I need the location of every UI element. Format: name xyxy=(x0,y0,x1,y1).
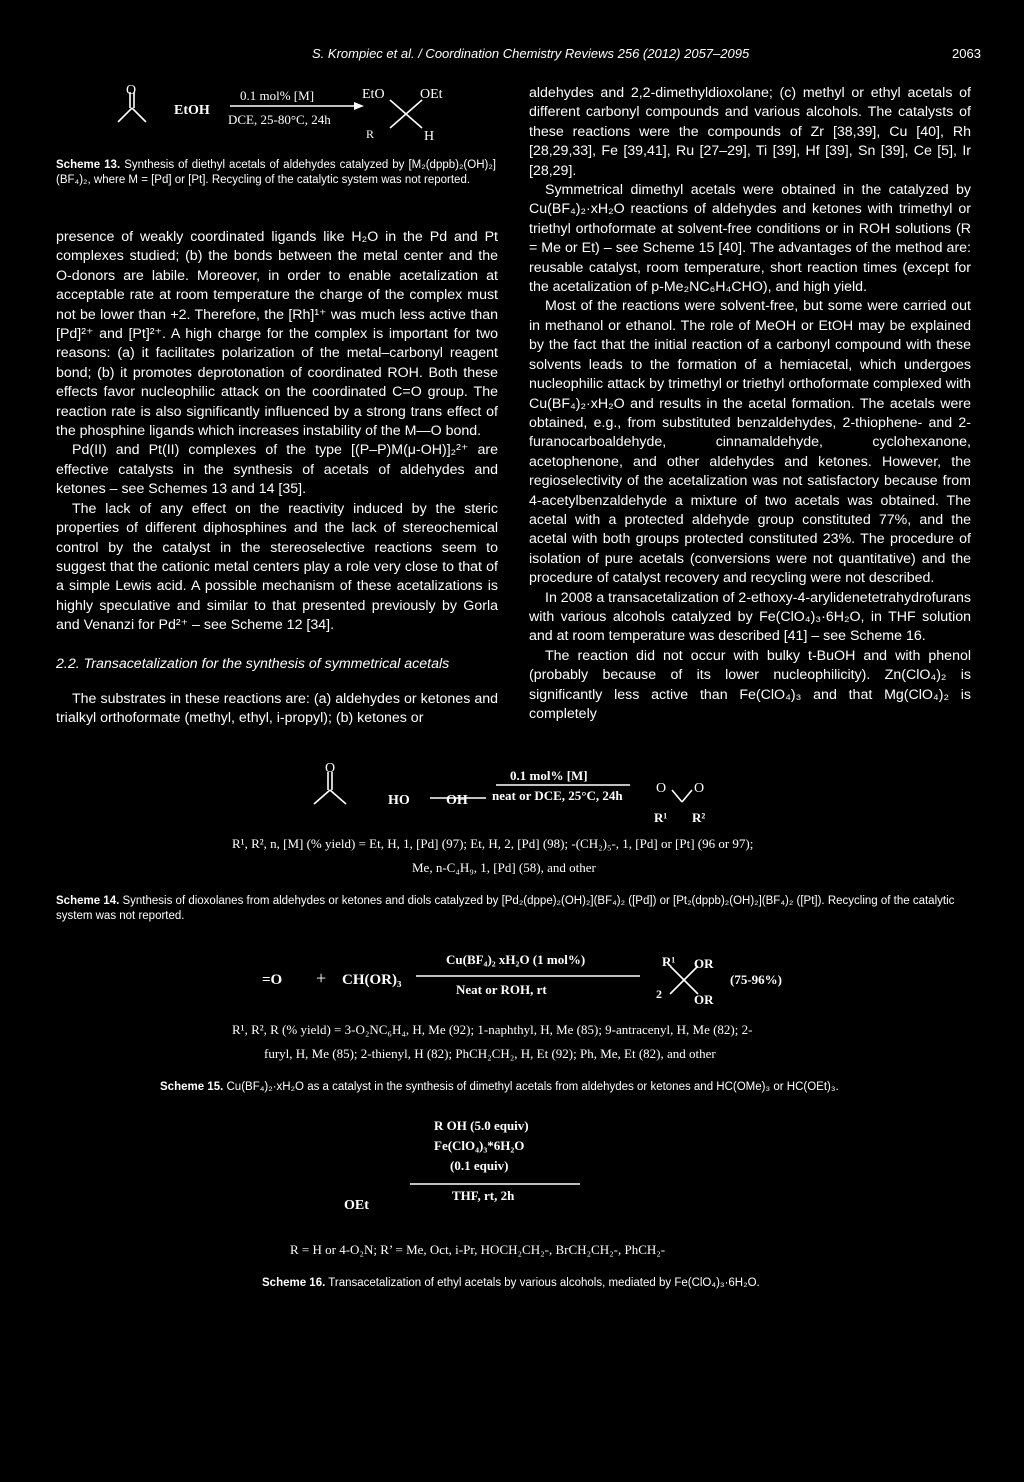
left-para-4: The substrates in these reactions are: (a) aldehydes or ketones and trialkyl orthoformate (methyl, ethyl, i-propyl); (b) ketones or xyxy=(56,691,498,727)
orthoformate: CH(OR)₃ xyxy=(342,972,402,988)
scheme-16-cond-4: THF, rt, 2h xyxy=(452,1188,515,1203)
scheme-14-graphic xyxy=(300,760,760,832)
ethanol-label: EtOH xyxy=(174,103,210,118)
scheme-15-label: Scheme 15. xyxy=(160,1081,224,1093)
scheme-13-label: Scheme 13. xyxy=(56,159,121,171)
scheme-14-label: Scheme 14. xyxy=(56,895,120,907)
scheme-15-caption-text: Cu(BF₄)₂·xH₂O as a catalyst in the synthesis of dimethyl acetals from aldehydes or ketones and HC(OMe)₃ or HC(OEt)₃. xyxy=(223,1081,839,1093)
scheme-15-line-1: R¹, R², R (% yield) = 3-O₂NC₆H₄, H, Me (92); 1-naphthyl, H, Me (85); 9-antracenyl, H, Me (82); 2- xyxy=(232,1022,753,1037)
running-title: S. Krompiec et al. / Coordination Chemistry Reviews 256 (2012) 2057–2095 xyxy=(312,46,750,61)
right-para-1: aldehydes and 2,2-dimethyldioxolane; (c) methyl or ethyl acetals of different carbonyl compounds and various alcohols. The catalysts of these reactions were the compounds of Zr [38,39], Cu [40], Rh [28,29,33], Fe [39,41], Ru [27–29], Ti [39], Hf [39], Sn [39], Ce [5], Ir [28,29]. xyxy=(529,85,971,179)
conditions-bottom: Neat or ROH, rt xyxy=(456,982,547,997)
scheme-16-cond-2: Fe(ClO₄)₃*6H₂O xyxy=(434,1138,525,1153)
conditions-top: 0.1 mol% [M] xyxy=(240,88,315,103)
product-or-2: OR xyxy=(694,992,714,1007)
scheme-16-cond-1: R OH (5.0 equiv) xyxy=(434,1118,529,1133)
product-oet: OEt xyxy=(420,87,443,102)
scheme-16-cond-3: (0.1 equiv) xyxy=(450,1158,509,1173)
scheme-16-label: Scheme 16. xyxy=(262,1277,326,1289)
product-r2: R² xyxy=(692,810,706,825)
right-column xyxy=(529,84,971,724)
right-para-3: Most of the reactions were solvent-free, but some were carried out in methanol or ethanol. The role of MeOH or EtOH may be explained by the fact that the initial reaction of a carbonyl compound with these solvents leads to the formation of a hemiacetal, which undergoes nucleophilic attack by trimethyl or triethyl orthoformate complexed with Cu(BF₄)₂·xH₂O and results in the acetal formation. The acetals were obtained, e.g., from substituted benzaldehydes, 2-thiophene- and 2-furanocarboaldehyde, cinnamaldehyde, cyclohexanone, acetophenone, and other aldehydes and ketones. However, the regioselectivity of the acetalization was not satisfactory because from 4-acetylbenzaldehyde a mixture of two acetals was obtained. The acetal with a protected aldehyde group constituted 77%, and the acetal with both groups protected constituted 23%. The procedure of isolation of pure acetals (conversions were not quantitative) and the procedure of catalyst recovery and recycling were not described. xyxy=(529,298,971,587)
left-para-2: Pd(II) and Pt(II) complexes of the type [(P–P)M(μ-OH)]₂²⁺ are effective catalysts in the synthesis of acetals of aldehydes and ketones – see Schemes 13 and 14 [35]. xyxy=(56,442,498,498)
section-heading: 2.2. Transacetalization for the synthesis of symmetrical acetals xyxy=(56,656,450,672)
scheme-16-reactant: OEt xyxy=(344,1198,369,1213)
product-eto: EtO xyxy=(362,87,385,102)
conditions-bottom: neat or DCE, 25°C, 24h xyxy=(492,788,623,803)
right-para-5: The reaction did not occur with bulky t-BuOH and with phenol (probably because of its lower nucleophilicity). Zn(ClO₄)₂ is significantly less active than Fe(ClO₄)₃ and that Mg(ClO₄)₂ is completely xyxy=(529,647,971,722)
product-r: R xyxy=(366,127,375,141)
scheme-16-caption-text: Transacetalization of ethyl acetals by various alcohols, mediated by Fe(ClO₄)₃·6H₂O. xyxy=(325,1277,760,1289)
ring-o-1: O xyxy=(656,781,667,796)
product-r1: R¹ xyxy=(662,954,676,969)
carbonyl-reactant: =O xyxy=(262,972,283,988)
conditions-top: Cu(BF₄)₂ xH₂O (1 mol%) xyxy=(446,952,586,967)
conditions-top: 0.1 mol% [M] xyxy=(510,768,588,783)
scheme-16-line-1: R = H or 4-O₂N; R’ = Me, Oct, i-Pr, HOCH₂CH₂-, BrCH₂CH₂-, PhCH₂- xyxy=(290,1242,666,1257)
svg-text:O: O xyxy=(325,761,336,776)
scheme-15-caption xyxy=(160,1080,839,1095)
right-para-2: Symmetrical dimethyl acetals were obtained in the catalyzed by Cu(BF₄)₂·xH₂O reactions of aldehydes and ketones with trimethyl or triethyl orthoformate at solvent-free conditions or in ROH solutions (R = Me or Et) – see Scheme 15 [40]. The advantages of the method are: reusable catalyst, room temperature, short reaction times (except for the acetalization of p-Me₂NC₆H₄CHO), and high yield. xyxy=(529,182,971,296)
product-h: H xyxy=(424,129,435,144)
ring-o-2: O xyxy=(694,781,705,796)
diol-ho: HO xyxy=(388,793,410,808)
scheme-13-caption-text: Synthesis of diethyl acetals of aldehydes catalyzed by [M₂(dppb)₂(OH)₂](BF₄)₂, where M = [Pd] or [Pt]. Recycling of the catalytic system was not reported. xyxy=(56,159,496,186)
left-column xyxy=(56,228,498,636)
left-column-tail xyxy=(56,690,498,729)
scheme-13-graphic xyxy=(100,82,500,150)
scheme-14-caption-text: Synthesis of dioxolanes from aldehydes or ketones and diols catalyzed by [Pd₂(dppe)₂(OH)₂](BF₄)₂ ([Pd]) or [Pt₂(dppb)₂(OH)₂](BF₄)₂ ([Pt]). Recycling of the catalytic system was not reported. xyxy=(56,895,955,922)
scheme-13-caption xyxy=(56,158,496,188)
scheme-15-line-2: furyl, H, Me (85); 2-thienyl, H (82); PhCH₂CH₂, H, Et (92); Ph, Me, Et (82), and other xyxy=(264,1046,716,1061)
svg-text:O: O xyxy=(126,83,137,98)
yield-range: (75-96%) xyxy=(730,972,782,987)
scheme-16-caption xyxy=(262,1276,760,1291)
product-r1: R¹ xyxy=(654,810,668,825)
scheme-14-line-1: R¹, R², n, [M] (% yield) = Et, H, 1, [Pd] (97); Et, H, 2, [Pd] (98); -(CH₂)₅-, 1, [Pd] or [Pt] (96 or 97); xyxy=(232,836,754,851)
left-para-1: presence of weakly coordinated ligands like H₂O in the Pd and Pt complexes studied; (b) the bonds between the metal center and the O-donors are labile. Moreover, in order to enable acetalization at acceptable rate at room temperature the charge of the complex must not be lower than +2. Therefore, the [Rh]¹⁺ was much less active than [Pd]²⁺ and [Pt]²⁺. A high charge for the complex is important for two reasons: (a) it facilitates polarization of the metal–carbonyl reagent bond; (b) it promotes deprotonation of coordinated ROH. Both these effects favor nucleophilic attack on the coordinated C=O group. The reaction rate is also significantly influenced by a strong trans effect of the phosphine ligands which increases instability of the M—O bond. xyxy=(56,229,498,440)
product-or-1: OR xyxy=(694,956,714,971)
scheme-14-caption xyxy=(56,894,972,924)
plus-sign: + xyxy=(316,968,327,988)
page-number: 2063 xyxy=(952,46,981,61)
conditions-bottom: DCE, 25-80°C, 24h xyxy=(228,112,331,127)
product-r2: 2 xyxy=(656,987,662,1001)
scheme-15-graphic xyxy=(250,948,810,1020)
left-para-3: The lack of any effect on the reactivity induced by the steric properties of different diphosphines and the lack of stereochemical control by the catalyst in the stereoselective reactions seem to suggest that the cationic metal centers play a role very close to that of a simple Lewis acid. A possible mechanism of these acetalizations is highly speculative and similar to that presented previously by Gorla and Venanzi for Pd²⁺ – see Scheme 12 [34]. xyxy=(56,500,498,634)
right-para-4: In 2008 a transacetalization of 2-ethoxy-4-arylidenetetrahydrofurans with various alcohols catalyzed by Fe(ClO₄)₃·6H₂O, in THF solution and at room temperature was described [41] – see Scheme 16. xyxy=(529,589,971,645)
diol-oh: OH xyxy=(446,793,468,808)
scheme-14-line-2: Me, n-C₄H₉, 1, [Pd] (58), and other xyxy=(412,860,596,875)
